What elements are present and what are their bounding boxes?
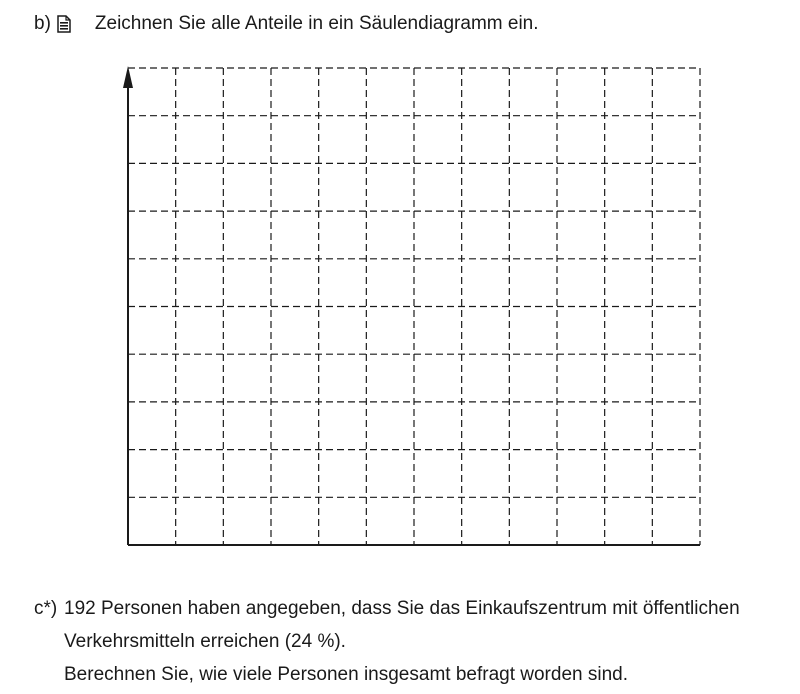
- task-b-label: b): [34, 13, 51, 34]
- task-c-line3: Berechnen Sie, wie viele Personen insgesamt befragt worden sind.: [64, 664, 628, 685]
- task-c: [34, 592, 740, 691]
- y-axis-arrow-icon: [123, 66, 133, 88]
- task-c-label: c*): [34, 598, 58, 619]
- task-c-text-1: 192 Personen haben angegeben, dass Sie das Einkaufszentrum mit öffentlichen: [64, 598, 740, 619]
- task-c-line1: [34, 592, 740, 625]
- task-c-line2: Verkehrsmitteln erreichen (24 %).: [64, 631, 346, 652]
- task-b-text: Zeichnen Sie alle Anteile in ein Säulendiagramm ein.: [94, 13, 539, 34]
